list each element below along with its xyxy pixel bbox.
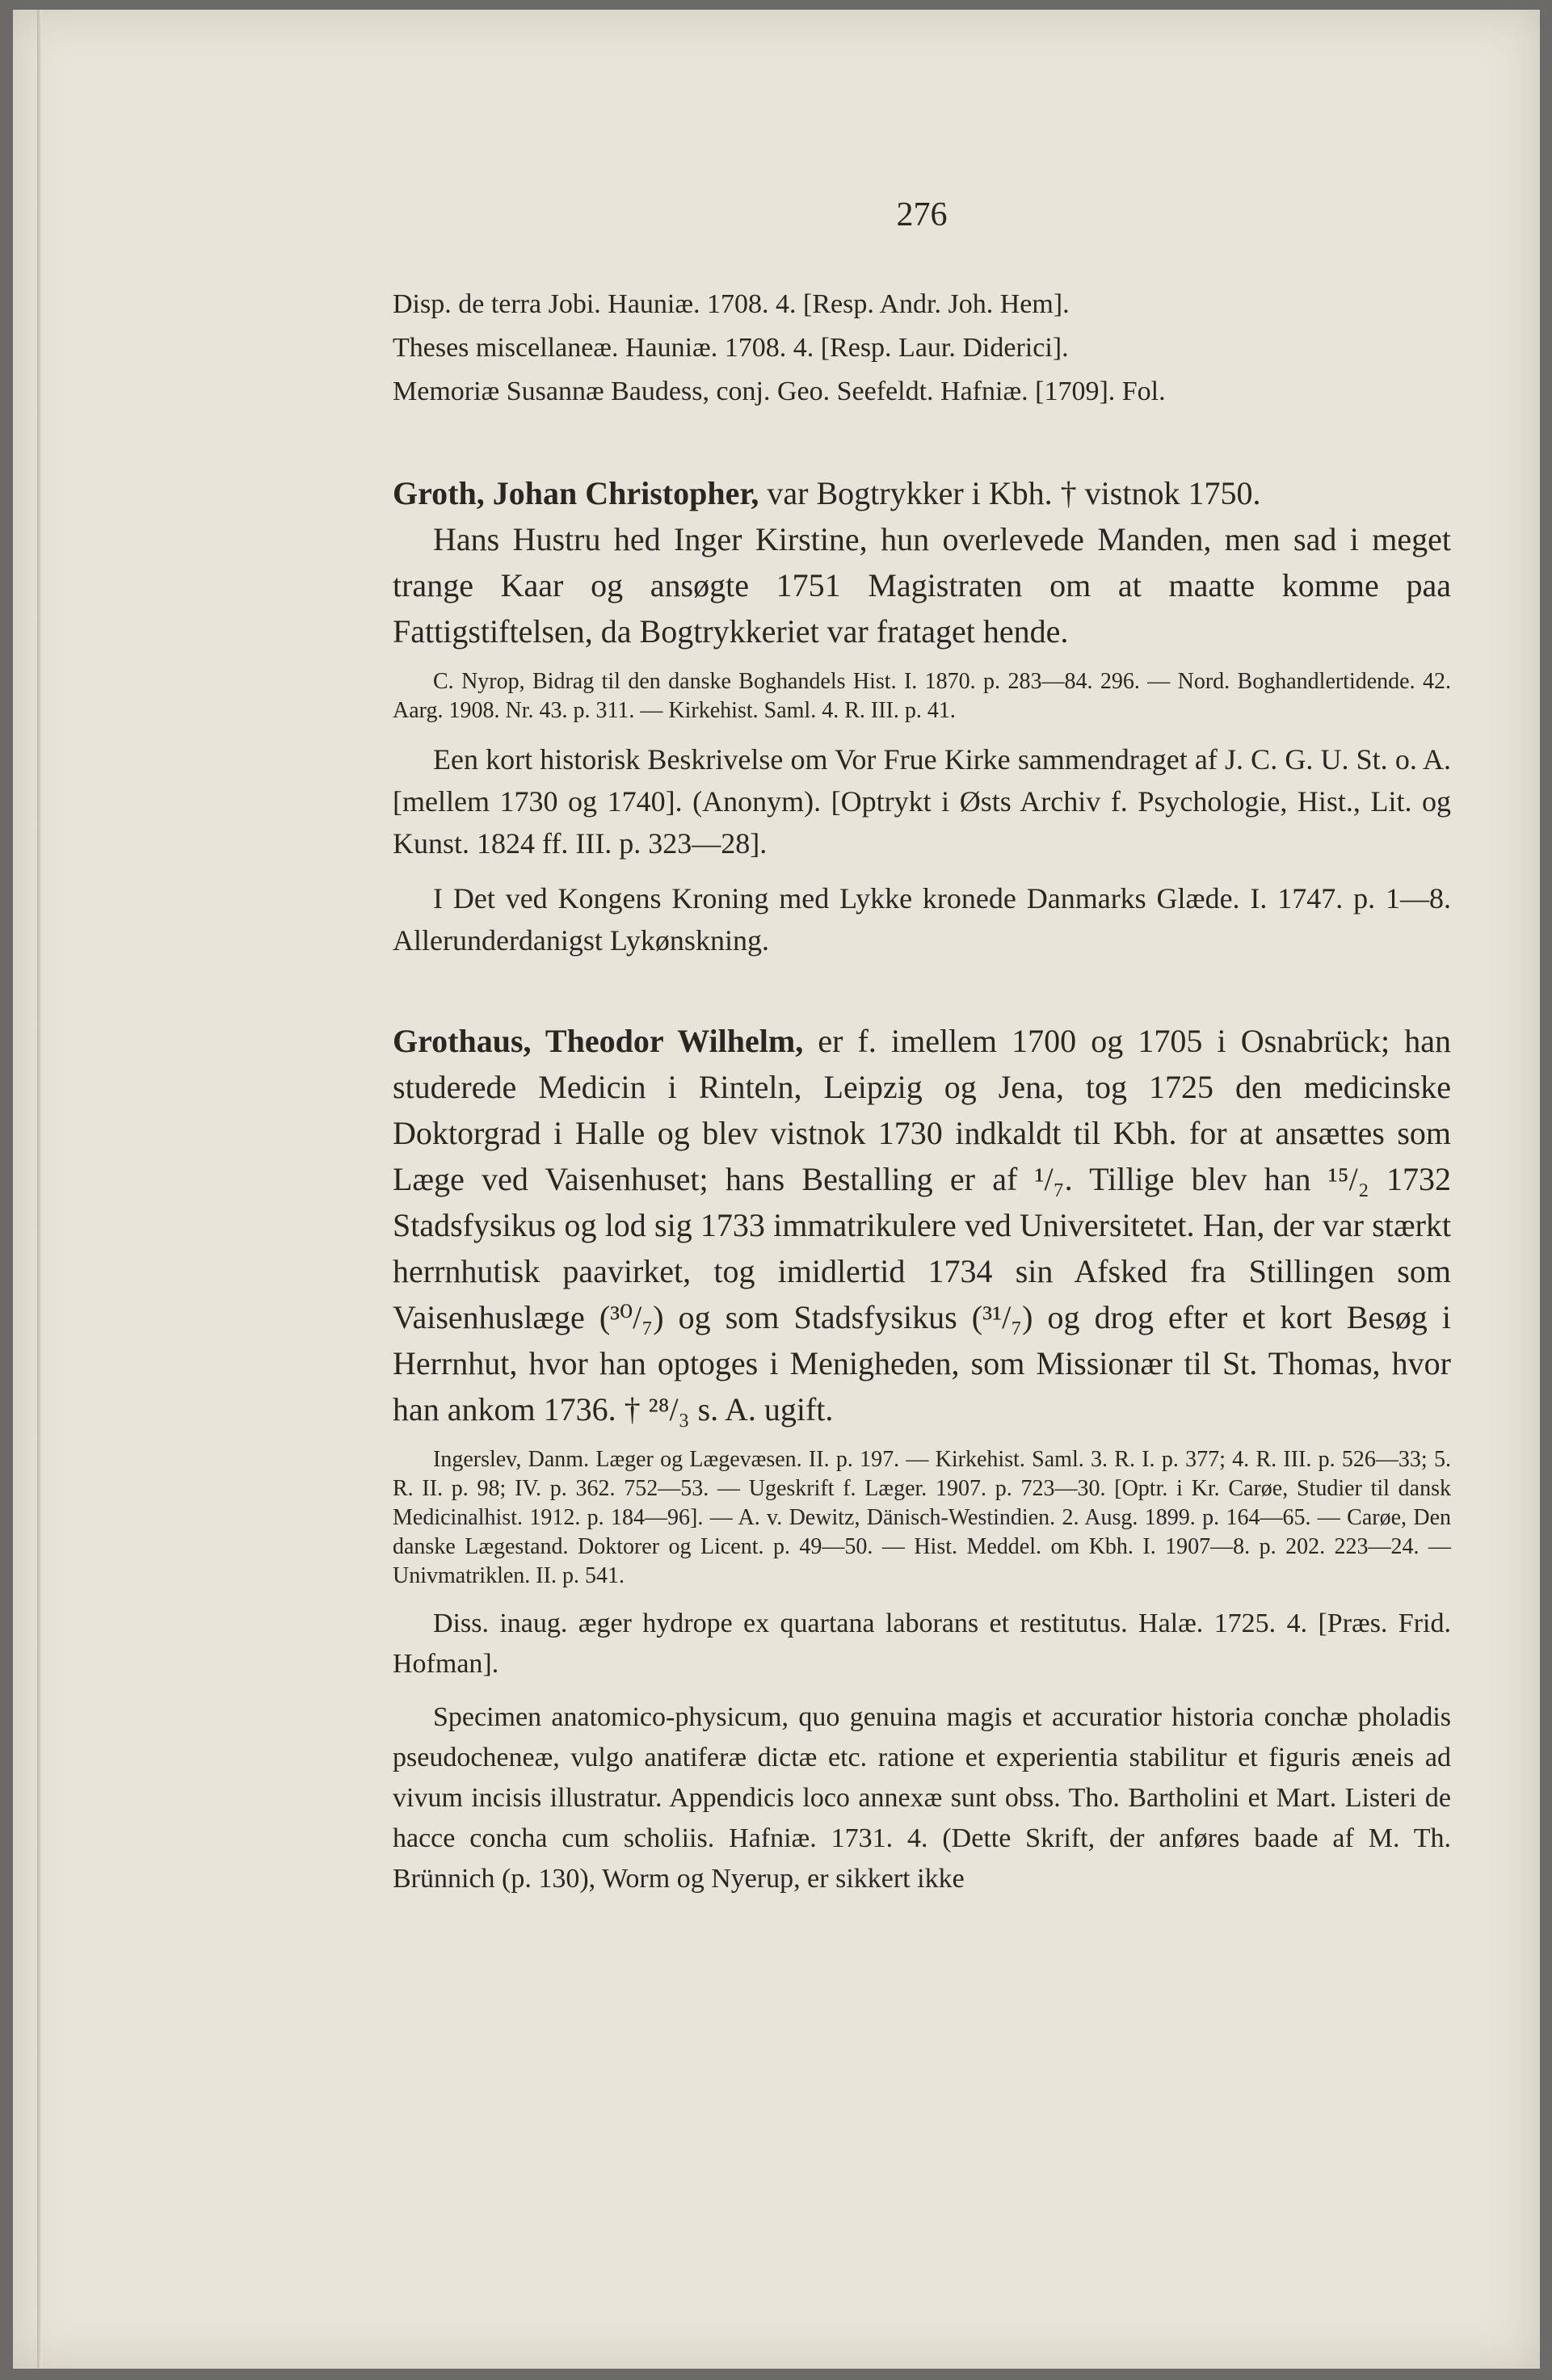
entry-name: Grothaus, Theodor Wilhelm, [393,1023,804,1059]
bibliography-block [393,283,1451,414]
entry-text [393,1018,1451,1432]
biblio-line: Theses miscellaneæ. Hauniæ. 1708. 4. [Resp. Laur. Diderici]. [393,333,1069,363]
entry-heading [393,470,1451,516]
entry-intro: var Bogtrykker i Kbh. † vistnok 1750. [759,475,1261,511]
page-content [393,196,1451,1899]
entry-references: C. Nyrop, Bidrag til den danske Boghandels Hist. I. 1870. p. 283—84. 296. — Nord. Boghandlertidende. 42. Aarg. 1908. Nr. 43. p. 311. — Kirkehist. Saml. 4. R. III. p. 41. [393,669,1451,723]
entry-work: Specimen anatomico-physicum, quo genuina magis et accuratior historia conchæ pholadis pseudocheneæ, vulgo anatiferæ dictæ etc. ratione et experientia stabilitur et figuris æneis ad vivum incisis illustratur. Appendicis loco annexæ sunt obss. Tho. Bartholini et Mart. Listeri de hacce concha cum scholiis. Hafniæ. 1731. 4. (Dette Skrift, der anføres baade af M. Th. Brünnich (p. 130), Worm og Nyerup, er sikkert ikke [393,1702,1451,1894]
page-fold-shadow [37,10,42,2369]
page-number: 276 [896,196,948,233]
entry-paragraph: Hans Hustru hed Inger Kirstine, hun overlevede Manden, men sad i meget trange Kaar og ansøgte 1751 Magistraten om at maatte komme paa Fattigstiftelsen, da Bogtrykkeriet var frataget hende. [393,521,1451,650]
entry-body: er f. imellem 1700 og 1705 i Osnabrück; han studerede Medicin i Rinteln, Leipzig og Jena, tog 1725 den medicinske Doktorgrad i Halle og blev vistnok 1730 indkaldt til Kbh. for at ansættes som Læge ved Vaisenhuset; hans Bestalling er af ¹/₇. Tillige blev han ¹⁵/₂ 1732 Stadsfysikus og lod sig 1733 immatrikulere ved Universitetet. Han, der var stærkt herrnhutisk paavirket, tog imidlertid 1734 sin Afsked fra Stillingen som Vaisenhuslæge (³⁰/₇) og som Stadsfysikus (³¹/₇) og drog efter et kort Besøg i Herrnhut, hvor han optoges i Menigheden, som Missionær til St. Thomas, hvor han ankom 1736. † ²⁸/₃ s. A. ugift. [393,1023,1451,1428]
entry-grothaus [393,1018,1451,1899]
entry-work: Een kort historisk Beskrivelse om Vor Frue Kirke sammendraget af J. C. G. U. St. o. A. [mellem 1730 og 1740]. (Anonym). [Optrykt i Østs Archiv f. Psychologie, Hist., Lit. og Kunst. 1824 ff. III. p. 323—28]. [393,743,1451,860]
entry-references: Ingerslev, Danm. Læger og Lægevæsen. II. p. 197. — Kirkehist. Saml. 3. R. I. p. 377; 4. R. III. p. 526—33; 5. R. II. p. 98; IV. p. 362. 752—53. — Ugeskrift f. Læger. 1907. p. 723—30. [Optr. i Kr. Carøe, Studier til dansk Medicinalhist. 1912. p. 184—96]. — A. v. Dewitz, Dänisch-Westindien. 2. Ausg. 1899. p. 164—65. — Carøe, Den danske Lægestand. Doktorer og Licent. p. 49—50. — Hist. Meddel. om Kbh. I. 1907—8. p. 202. 223—24. — Univmatriklen. II. p. 541. [393,1447,1451,1588]
book-page [13,10,1540,2369]
entry-work: I Det ved Kongens Kroning med Lykke kronede Danmarks Glæde. I. 1747. p. 1—8. Allerunderdanigst Lykønskning. [393,882,1451,957]
biblio-line: Memoriæ Susannæ Baudess, conj. Geo. Seefeldt. Hafniæ. [1709]. Fol. [393,376,1166,406]
entry-work: Diss. inaug. æger hydrope ex quartana laborans et restitutus. Halæ. 1725. 4. [Præs. Frid. Hofman]. [393,1608,1451,1679]
entry-name: Groth, Johan Christopher, [393,475,759,511]
entry-groth [393,470,1451,961]
biblio-line: Disp. de terra Jobi. Hauniæ. 1708. 4. [Resp. Andr. Joh. Hem]. [393,289,1070,319]
